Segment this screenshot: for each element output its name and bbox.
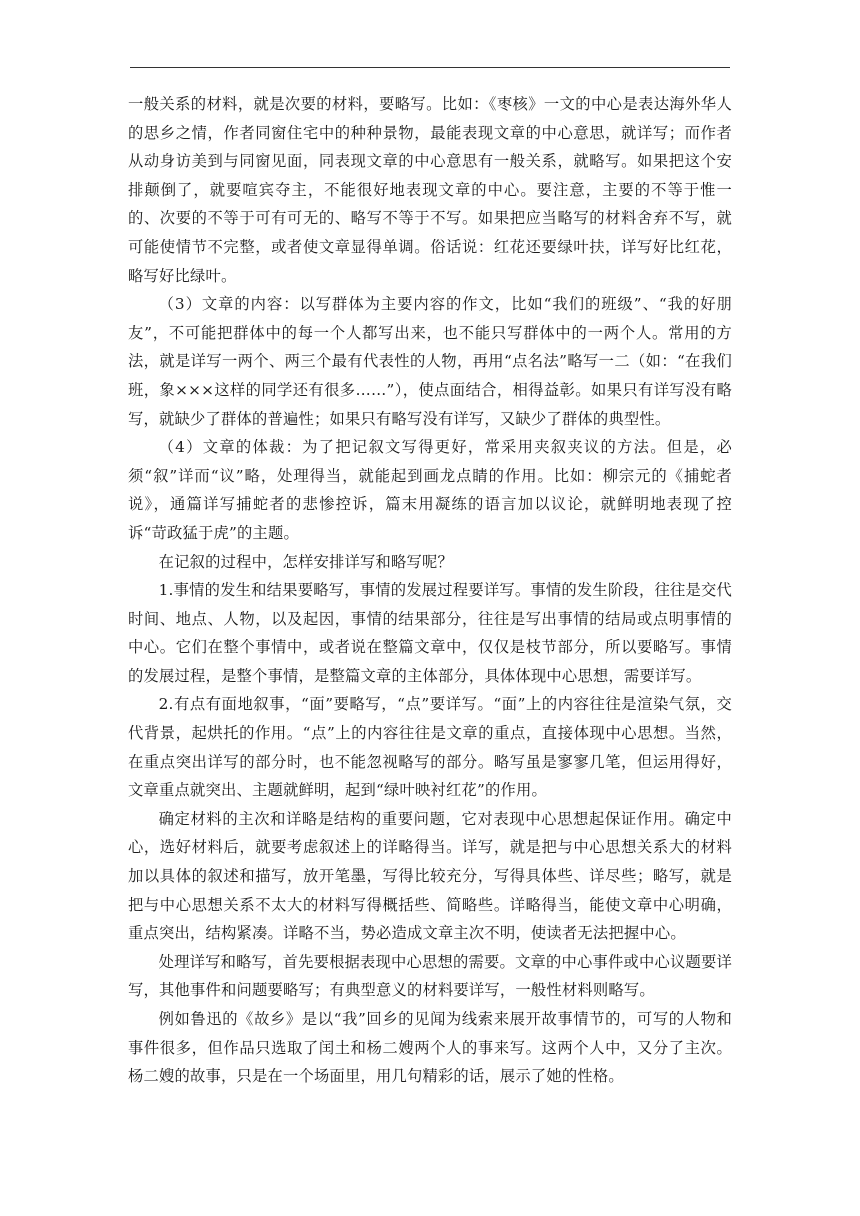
paragraph: 一般关系的材料，就是次要的材料，要略写。比如：《枣核》一文的中心是表达海外华人的思乡之情，作者同窗住宅中的种种景物，最能表现文章的中心意思，就详写；而作者从动身访美到与同窗见面，同表现文章的中心意思有一般关系，就略写。如果把这个安排颠倒了，就要喧宾夺主，不能很好地表现文章的中心。要注意，主要的不等于惟一的、次要的不等于可有可无的、略写不等于不写。如果把应当略写的材料舍弃不写，就可能使情节不完整，或者使文章显得单调。俗话说：红花还要绿叶扶，详写好比红花，略写好比绿叶。	[128, 95, 732, 285]
paragraph: 例如鲁迅的《故乡》是以“我”回乡的见闻为线索来展开故事情节的，可写的人物和事件很多，但作品只选取了闰土和杨二嫂两个人的事来写。这两个人中，又分了主次。杨二嫂的故事，只是在一个场面里，用几句精彩的话，展示了她的性格。	[128, 1010, 732, 1086]
document-body	[128, 90, 732, 1091]
header-rule	[130, 67, 730, 68]
paragraph: 在记叙的过程中，怎样安排详写和略写呢？	[158, 552, 454, 571]
paragraph: 处理详写和略写，首先要根据表现中心思想的需要。文章的中心事件或中心议题要详写，其他事件和问题要略写；有典型意义的材料要详写，一般性材料则略写。	[128, 952, 732, 1000]
paragraph: （3）文章的内容：以写群体为主要内容的作文，比如“我们的班级”、“我的好朋友”，不可能把群体中的每一个人都写出来，也不能只写群体中的一两个人。常用的方法，就是详写一两个、两三个最有代表性的人物，再用“点名法”略写一二（如：“在我们班，象×××这样的同学还有很多……”），使点面结合，相得益彰。如果只有详写没有略写，就缺少了群体的普遍性；如果只有略写没有详写，又缺少了群体的典型性。	[128, 295, 732, 428]
paragraph: 确定材料的主次和详略是结构的重要问题，它对表现中心思想起保证作用。确定中心，选好材料后，就要考虑叙述上的详略得当。详写，就是把与中心思想关系大的材料加以具体的叙述和描写，放开笔墨，写得比较充分，写得具体些、详尽些；略写，就是把与中心思想关系不太大的材料写得概括些、简略些。详略得当，能使文章中心明确，重点突出，结构紧凑。详略不当，势必造成文章主次不明，使读者无法把握中心。	[128, 809, 732, 943]
paragraph: 1.事情的发生和结果要略写，事情的发展过程要详写。事情的发生阶段，往往是交代时间、地点、人物，以及起因，事情的结果部分，往往是写出事情的结局或点明事情的中心。它们在整个事情中，或者说在整篇文章中，仅仅是枝节部分，所以要略写。事情的发展过程，是整个事情，是整篇文章的主体部分，具体体现中心思想，需要详写。	[128, 581, 732, 685]
paragraph: （4）文章的体裁：为了把记叙文写得更好，常采用夹叙夹议的方法。但是，必须“叙”详而“议”略，处理得当，就能起到画龙点睛的作用。比如：柳宗元的《捕蛇者说》，通篇详写捕蛇者的悲惨控诉，篇末用凝练的语言加以议论，就鲜明地表现了控诉“苛政猛于虎”的主题。	[128, 438, 732, 542]
paragraph: 2.有点有面地叙事，“面”要略写，“点”要详写。“面”上的内容往往是渲染气氛，交代背景，起烘托的作用。“点”上的内容往往是文章的重点，直接体现中心思想。当然，在重点突出详写的部分时，也不能忽视略写的部分。略写虽是寥寥几笔，但运用得好，文章重点就突出、主题就鲜明，起到“绿叶映衬红花”的作用。	[128, 695, 732, 800]
